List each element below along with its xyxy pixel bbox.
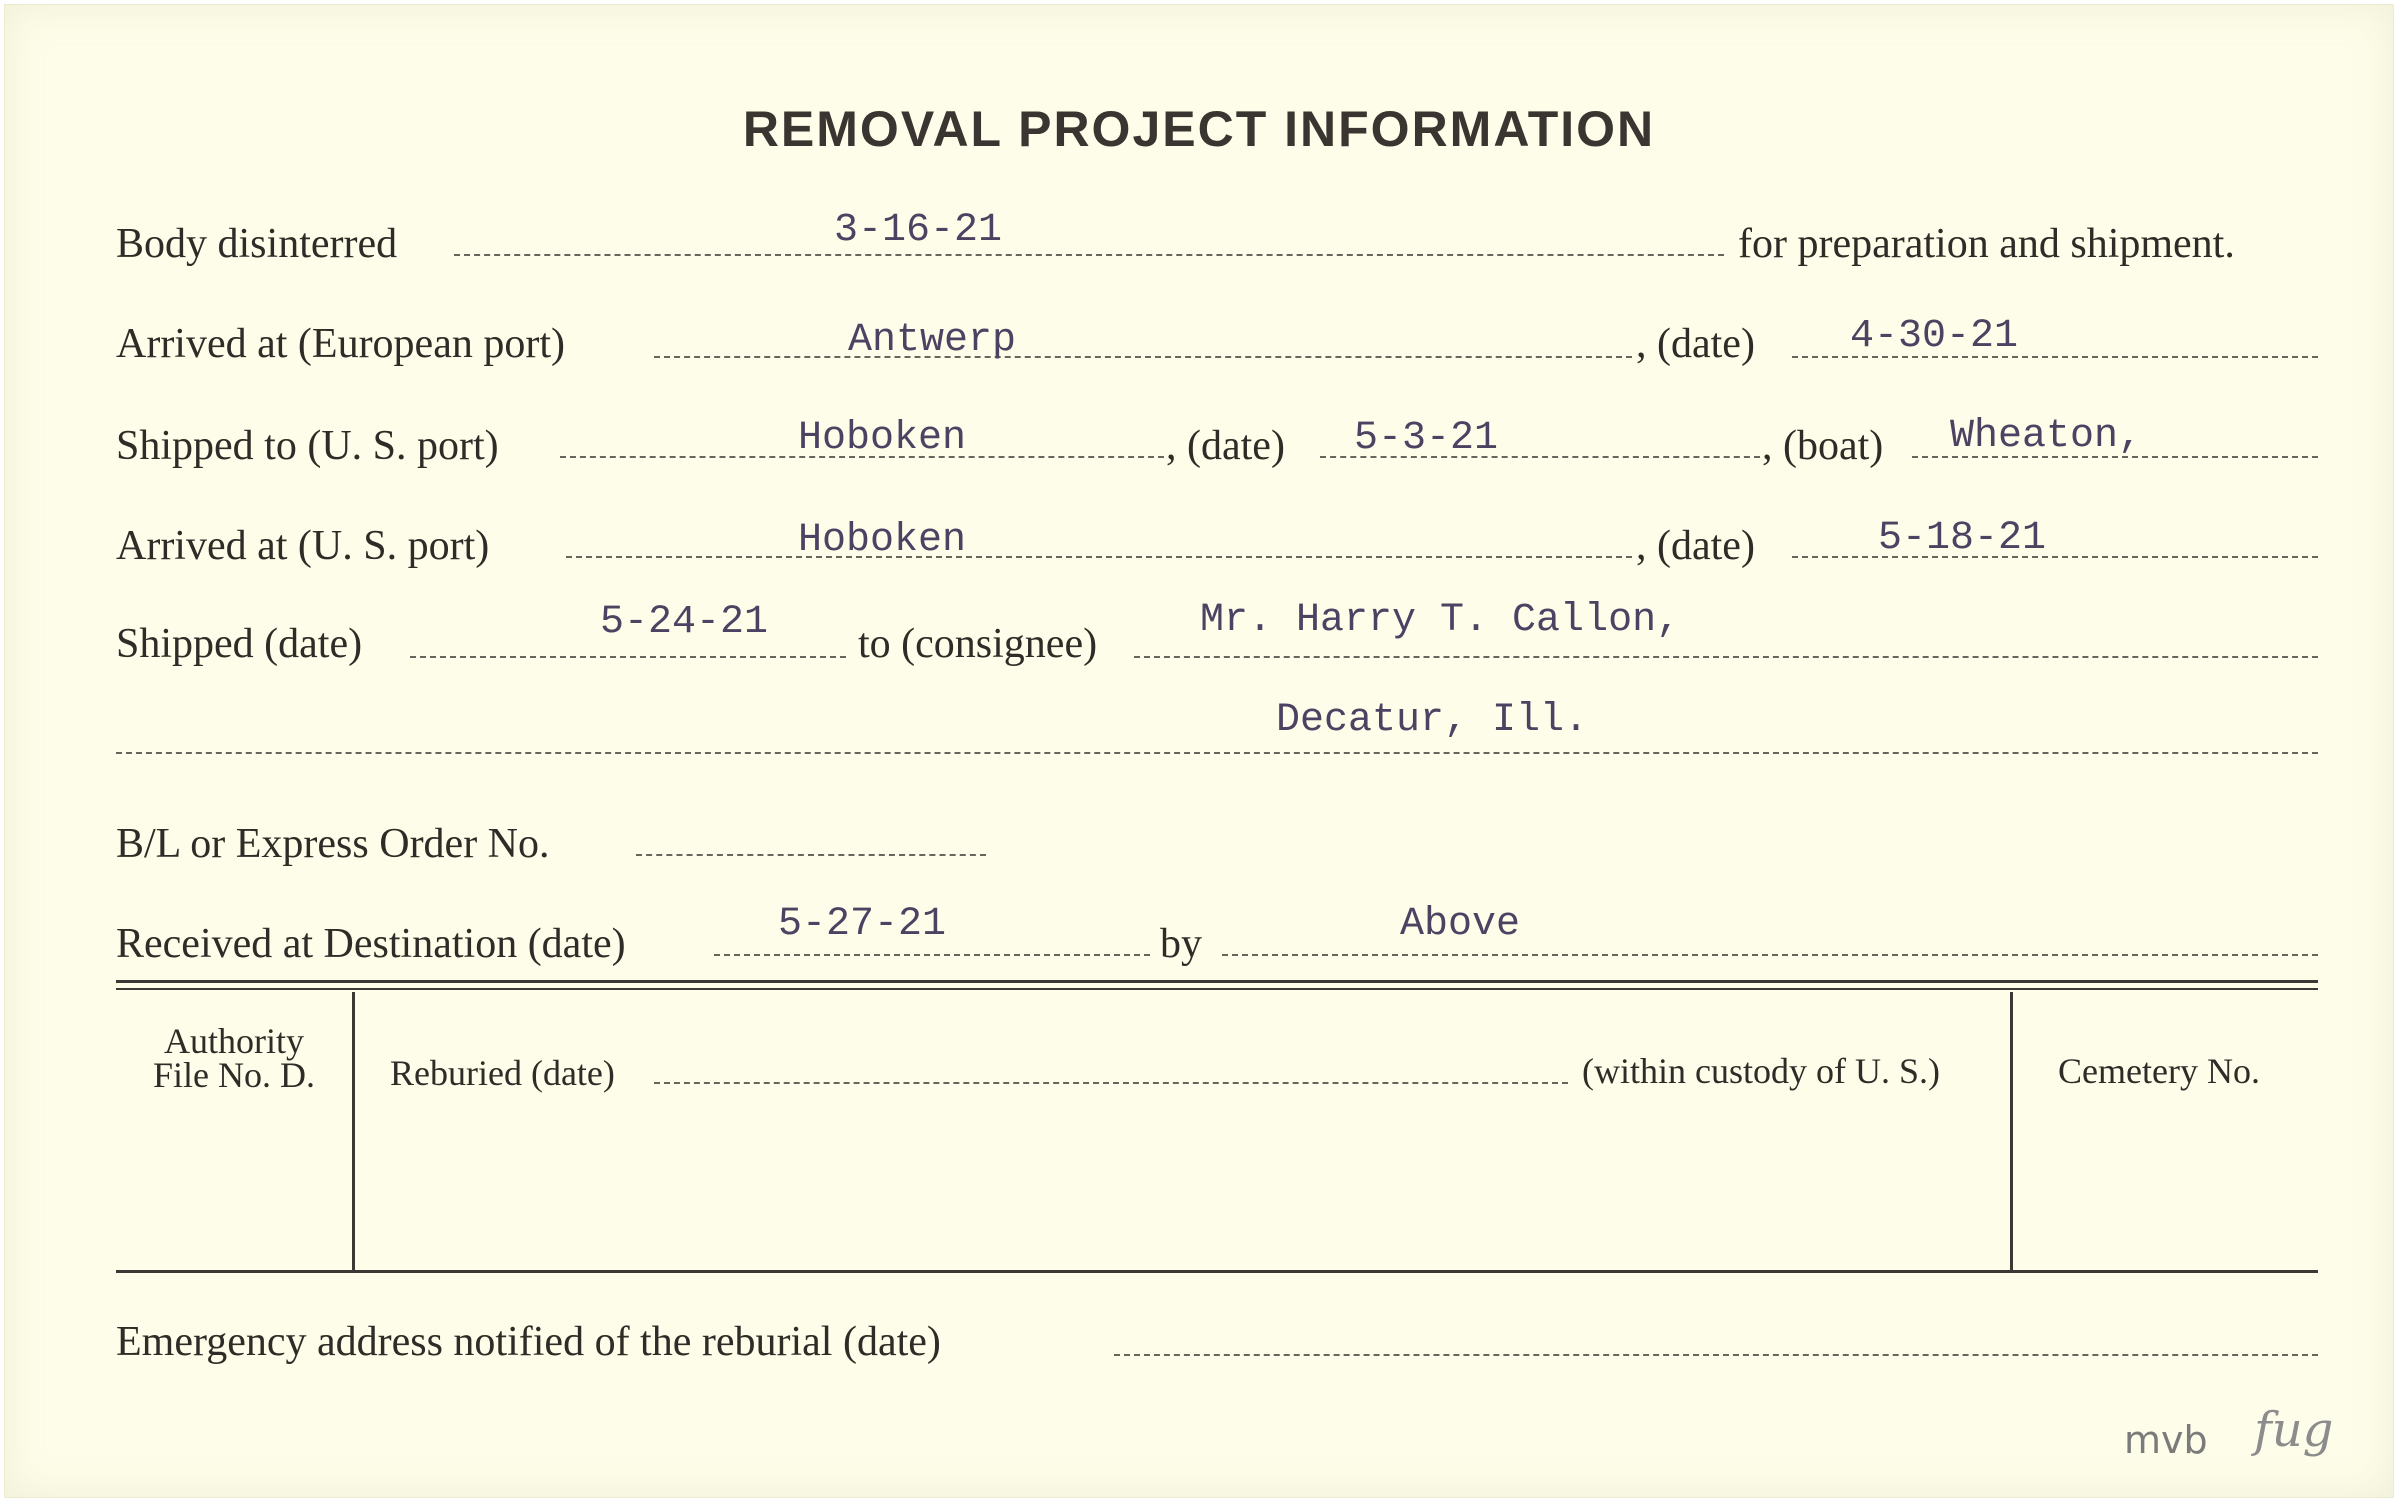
table-bottom-rule: [116, 1270, 2318, 1273]
received-by-line: [1222, 954, 2318, 956]
us-port-shipped-label: Shipped to (U. S. port): [116, 423, 499, 469]
clerk-initials: mvb: [2124, 1418, 2208, 1462]
shipped-date-label: Shipped (date): [116, 621, 363, 667]
european-port-value: Antwerp: [848, 318, 1017, 363]
reburied-date-label: Reburied (date): [390, 1053, 615, 1093]
body-disinterred-label: Body disinterred: [116, 221, 398, 267]
card-title: REMOVAL PROJECT INFORMATION: [742, 101, 1656, 157]
consignee-address-line: [116, 752, 2318, 754]
shipped-date-value: 5-24-21: [600, 600, 769, 645]
received-date-line: [714, 954, 1150, 956]
body-disinterred-value: 3-16-21: [834, 208, 1003, 253]
us-shipped-date-label: , (date): [1166, 423, 1285, 469]
received-date-value: 5-27-21: [778, 902, 947, 947]
boat-value: Wheaton,: [1950, 414, 2143, 459]
record-card: [4, 4, 2394, 1498]
file-no-label: File No. D.: [153, 1055, 315, 1095]
table-divider-left: [352, 992, 355, 1270]
received-date-label: Received at Destination (date): [116, 921, 626, 967]
emergency-address-line: [1114, 1354, 2318, 1356]
boat-label: , (boat): [1762, 423, 1884, 469]
european-date-value: 4-30-21: [1850, 314, 2019, 359]
us-arrived-date-value: 5-18-21: [1878, 516, 2047, 561]
consignee-name: Mr. Harry T. Callon,: [1200, 598, 1681, 643]
table-top-rule: [116, 980, 2318, 983]
european-port-label: Arrived at (European port): [116, 321, 565, 367]
authority-label: Authority: [164, 1021, 304, 1061]
table-top-rule-inner: [116, 988, 2318, 990]
consignee-address: Decatur, Ill.: [1276, 698, 1589, 743]
us-arrived-date-label: , (date): [1636, 523, 1755, 569]
us-port-shipped-value: Hoboken: [798, 416, 967, 461]
us-port-arrived-label: Arrived at (U. S. port): [116, 523, 490, 569]
clerk-signature: fug: [2254, 1402, 2334, 1458]
us-port-arrived-line: [566, 556, 1632, 558]
consignee-line: [1134, 656, 2318, 658]
body-disinterred-line: [454, 254, 1724, 256]
preparation-shipment-text: for preparation and shipment.: [1738, 221, 2235, 267]
cemetery-no-label: Cemetery No.: [2058, 1051, 2260, 1091]
consignee-label: to (consignee): [858, 621, 1098, 667]
us-shipped-date-value: 5-3-21: [1354, 416, 1499, 461]
custody-label: (within custody of U. S.): [1582, 1051, 1940, 1091]
received-by-label: by: [1160, 921, 1202, 967]
us-arrived-date-line: [1792, 556, 2318, 558]
reburied-date-line: [654, 1082, 1568, 1084]
european-port-line: [654, 356, 1632, 358]
table-divider-right: [2010, 992, 2013, 1270]
emergency-address-label: Emergency address notified of the reburial (date): [116, 1319, 941, 1365]
received-by-value: Above: [1400, 902, 1521, 947]
bl-order-label: B/L or Express Order No.: [116, 821, 550, 867]
us-port-arrived-value: Hoboken: [798, 518, 967, 563]
bl-order-line: [636, 854, 986, 856]
european-date-label: , (date): [1636, 321, 1755, 367]
shipped-date-line: [410, 656, 846, 658]
